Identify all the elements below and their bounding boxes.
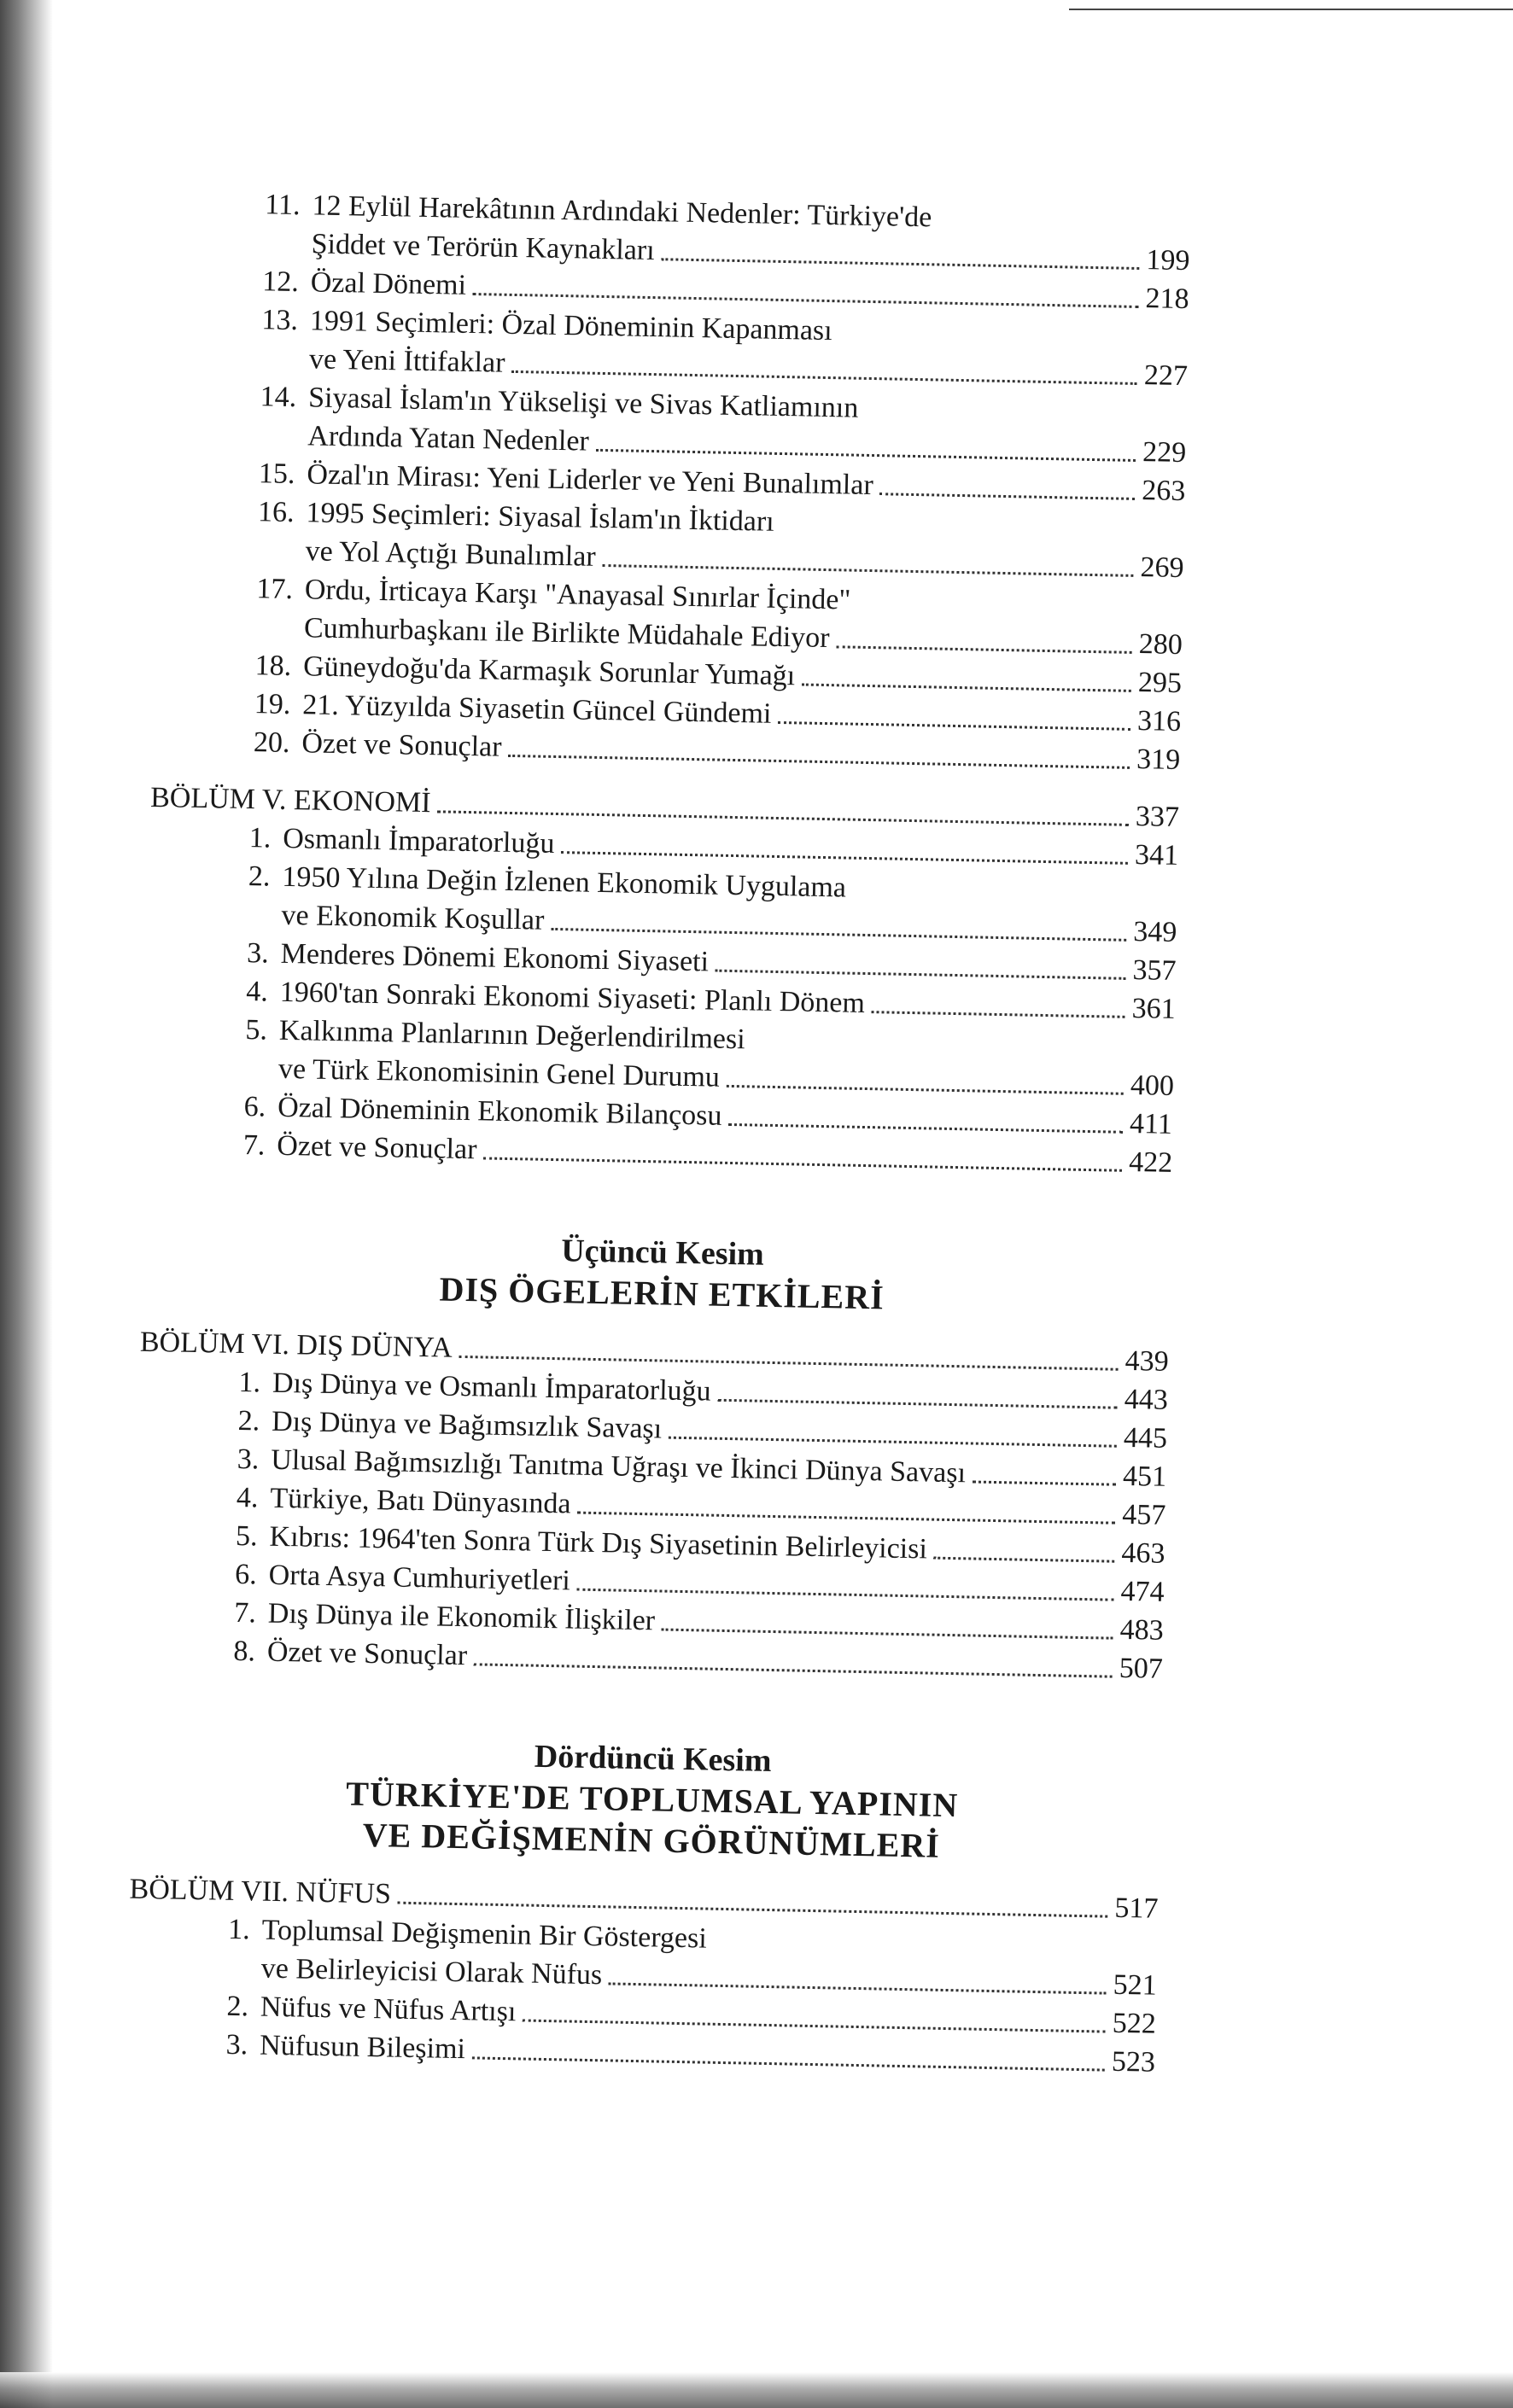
entry-page: 411 (1129, 1107, 1173, 1140)
entry-title: Kıbrıs: 1964'ten Sonra Türk Dış Siyasetinin Belirleyicisi (269, 1520, 928, 1565)
toc-chapter6-items (134, 1361, 1182, 1688)
entry-page: 227 (1143, 359, 1189, 393)
scan-shadow-bottom (0, 2372, 1513, 2408)
leader-dots (880, 493, 1136, 500)
entry-page: 263 (1141, 475, 1186, 508)
leader-dots (523, 2020, 1106, 2033)
entry-title: Osmanlı İmparatorluğu (282, 822, 555, 860)
leader-dots (561, 851, 1128, 865)
chapter-page: 337 (1135, 801, 1180, 833)
entry-title: ve Belirleyicisi Olarak Nüfus (260, 1952, 603, 1991)
leader-dots (727, 1085, 1124, 1095)
leader-dots (551, 928, 1126, 942)
entry-page: 443 (1124, 1383, 1169, 1416)
entry-page: 422 (1128, 1146, 1173, 1179)
entry-page: 361 (1131, 992, 1177, 1025)
entry-page: 349 (1133, 915, 1177, 948)
part3-label: Üçüncü Kesim (560, 1233, 765, 1273)
entry-number: 5. (235, 1519, 258, 1553)
entry-page: 445 (1123, 1421, 1168, 1455)
entry-page: 357 (1132, 953, 1177, 987)
entry-number: 4. (236, 1481, 259, 1514)
leader-dots (669, 1437, 1117, 1448)
entry-page: 218 (1145, 283, 1189, 316)
entry-number: 12. (261, 265, 300, 299)
entry-title: Ardında Yatan Nedenler (307, 420, 590, 458)
entry-page: 280 (1138, 628, 1183, 662)
entry-number: 13. (261, 304, 299, 337)
entry-page: 523 (1111, 2045, 1156, 2079)
leader-dots (474, 1663, 1113, 1677)
entry-title: 1950 Yılına Değin İzlenen Ekonomik Uygulama (282, 860, 847, 904)
entry-title: 1960'tan Sonraki Ekonomi Siyaseti: Planlı Dönem (279, 976, 866, 1019)
leader-dots (661, 258, 1139, 270)
leader-dots (728, 1123, 1123, 1134)
entry-number: 18. (254, 650, 292, 683)
entry-title: 21. Yüzyılda Siyasetin Güncel Gündemi (301, 689, 772, 730)
toc-chapter7-items (126, 1909, 1171, 2082)
entry-number: 3. (237, 1443, 260, 1476)
part4-label: Dördüncü Kesim (534, 1738, 772, 1780)
entry-title: Nüfusun Bileşimi (259, 2029, 466, 2066)
entry-title: Özet ve Sonuçlar (301, 727, 502, 763)
entry-page: 474 (1120, 1575, 1165, 1608)
entry-page: 199 (1146, 244, 1190, 277)
entry-title: 1995 Seçimleri: Siyasal İslam'ın İktidarı (306, 497, 775, 538)
entry-page: 451 (1122, 1460, 1167, 1493)
entry-title: Özal Dönemi (310, 266, 467, 301)
entry-page: 295 (1137, 667, 1183, 700)
entry-number: 6. (234, 1558, 258, 1591)
toc-part2-tail (151, 184, 1204, 779)
entry-title: Özal Döneminin Ekonomik Bilançosu (277, 1091, 722, 1132)
part4-title-line1: TÜRKİYE'DE TOPLUMSAL YAPININ (345, 1774, 959, 1825)
entry-title: Dış Dünya ile Ekonomik İlişkiler (267, 1597, 656, 1637)
entry-page: 507 (1119, 1652, 1164, 1685)
entry-page: 483 (1119, 1613, 1165, 1647)
leader-dots (508, 755, 1130, 769)
leader-dots (934, 1557, 1115, 1563)
entry-page: 316 (1136, 705, 1182, 738)
leader-dots (662, 1629, 1113, 1640)
entry-number: 7. (234, 1596, 257, 1630)
toc-chapter5-items (143, 817, 1192, 1182)
entry-title: 12 Eylül Harekâtının Ardındaki Nedenler: Türkiye'de (312, 189, 932, 234)
entry-title: Orta Asya Cumhuriyetleri (268, 1559, 571, 1597)
entry-title: Ulusal Bağımsızlığı Tanıtma Uğraşı ve İkinci Dünya Savaşı (270, 1443, 967, 1490)
entry-page: 463 (1121, 1536, 1165, 1570)
entry-number: 5. (245, 1014, 268, 1047)
chapter-title: BÖLÜM VI. DIŞ DÜNYA (139, 1326, 453, 1364)
leader-dots (836, 645, 1131, 654)
entry-page: 400 (1130, 1069, 1175, 1102)
entry-number: 15. (258, 458, 295, 491)
entry-title: Nüfus ve Nüfus Artışı (260, 1991, 517, 2028)
entry-number: 7. (242, 1129, 266, 1162)
entry-title: Siyasal İslam'ın Yükselişi ve Sivas Katliamının (307, 382, 859, 424)
entry-title: Özet ve Sonuçlar (277, 1129, 477, 1166)
entry-number: 8. (233, 1635, 256, 1668)
entry-title: Menderes Dönemi Ekonomi Siyaseti (280, 937, 710, 978)
entry-number: 6. (243, 1091, 266, 1123)
entry-title: 1991 Seçimleri: Özal Döneminin Kapanması (309, 305, 833, 347)
part3-title: DIŞ ÖGELERİN ETKİLERİ (439, 1269, 885, 1317)
chapter-page: 517 (1114, 1892, 1159, 1925)
leader-dots (472, 2056, 1105, 2071)
entry-page: 341 (1134, 839, 1179, 872)
leader-dots (778, 721, 1130, 731)
leader-dots (459, 1356, 1118, 1371)
entry-number: 1. (227, 1913, 251, 1946)
entry-title: Dış Dünya ve Bağımsızlık Savaşı (271, 1405, 663, 1445)
chapter-page: 439 (1125, 1344, 1170, 1378)
entry-number: 17. (256, 573, 294, 606)
entry-number: 2. (248, 860, 271, 893)
entry-number: 4. (245, 976, 269, 1008)
leader-dots (717, 1399, 1117, 1409)
leader-dots (602, 564, 1133, 577)
leader-dots (802, 683, 1131, 691)
entry-title: ve Ekonomik Koşullar (281, 899, 545, 936)
entry-title: Cumhurbaşkanı ile Birlikte Müdahale Ediyor (303, 612, 830, 655)
entry-number: 1. (248, 822, 272, 854)
leader-dots (511, 370, 1136, 385)
entry-title: Dış Dünya ve Osmanlı İmparatorluğu (272, 1367, 711, 1408)
leader-dots (716, 970, 1126, 980)
entry-number: 2. (237, 1404, 260, 1437)
scan-shadow-left (0, 0, 53, 2408)
entry-number: 1. (238, 1366, 261, 1399)
chapter-title: BÖLÜM V. EKONOMİ (149, 781, 431, 819)
entry-title: Kalkınma Planlarının Değerlendirilmesi (278, 1014, 745, 1056)
scan-edge-top (1069, 0, 1513, 10)
entry-page: 319 (1136, 743, 1181, 777)
entry-page: 457 (1121, 1498, 1166, 1531)
leader-dots (973, 1480, 1116, 1485)
entry-title: ve Yeni İttifaklar (308, 343, 505, 379)
entry-title: Özal'ın Mirası: Yeni Liderler ve Yeni Bunalımlar (307, 458, 874, 502)
entry-number: 16. (257, 496, 295, 529)
entry-page: 521 (1113, 1968, 1158, 2002)
entry-page: 229 (1142, 436, 1187, 469)
entry-number: 3. (246, 937, 270, 970)
part4-title-line2: VE DEĞİŞMENİN GÖRÜNÜMLERİ (362, 1815, 941, 1865)
entry-title: Güneydoğu'da Karmaşık Sorunlar Yumağı (302, 650, 796, 692)
toc-page (126, 184, 1204, 2082)
leader-dots (577, 1512, 1115, 1525)
entry-number: 11. (264, 189, 301, 222)
entry-page: 269 (1140, 551, 1184, 585)
entry-title: ve Yol Açtığı Bunalımlar (305, 535, 597, 573)
entry-title: Ordu, İrticaya Karşı "Anayasal Sınırlar İçinde" (304, 574, 851, 616)
entry-title: Türkiye, Batı Dünyasında (270, 1482, 571, 1520)
chapter-title: BÖLÜM VII. NÜFUS (129, 1873, 392, 1910)
leader-dots (872, 1011, 1125, 1018)
entry-title: Özet ve Sonuçlar (266, 1635, 468, 1672)
leader-dots (483, 1157, 1122, 1171)
entry-number: 3. (225, 2028, 248, 2061)
entry-number: 2. (226, 1990, 249, 2023)
entry-number: 19. (254, 688, 291, 720)
entry-title: ve Türk Ekonomisinin Genel Durumu (277, 1052, 721, 1093)
leader-dots (577, 1589, 1114, 1601)
entry-page: 522 (1112, 2007, 1157, 2040)
leader-dots (609, 1982, 1107, 1994)
entry-title: Toplumsal Değişmenin Bir Göstergesi (261, 1914, 708, 1955)
entry-number: 20. (253, 726, 290, 759)
entry-title: Şiddet ve Terörün Kaynakları (311, 228, 655, 267)
leader-dots (596, 449, 1136, 462)
entry-number: 14. (260, 381, 297, 414)
